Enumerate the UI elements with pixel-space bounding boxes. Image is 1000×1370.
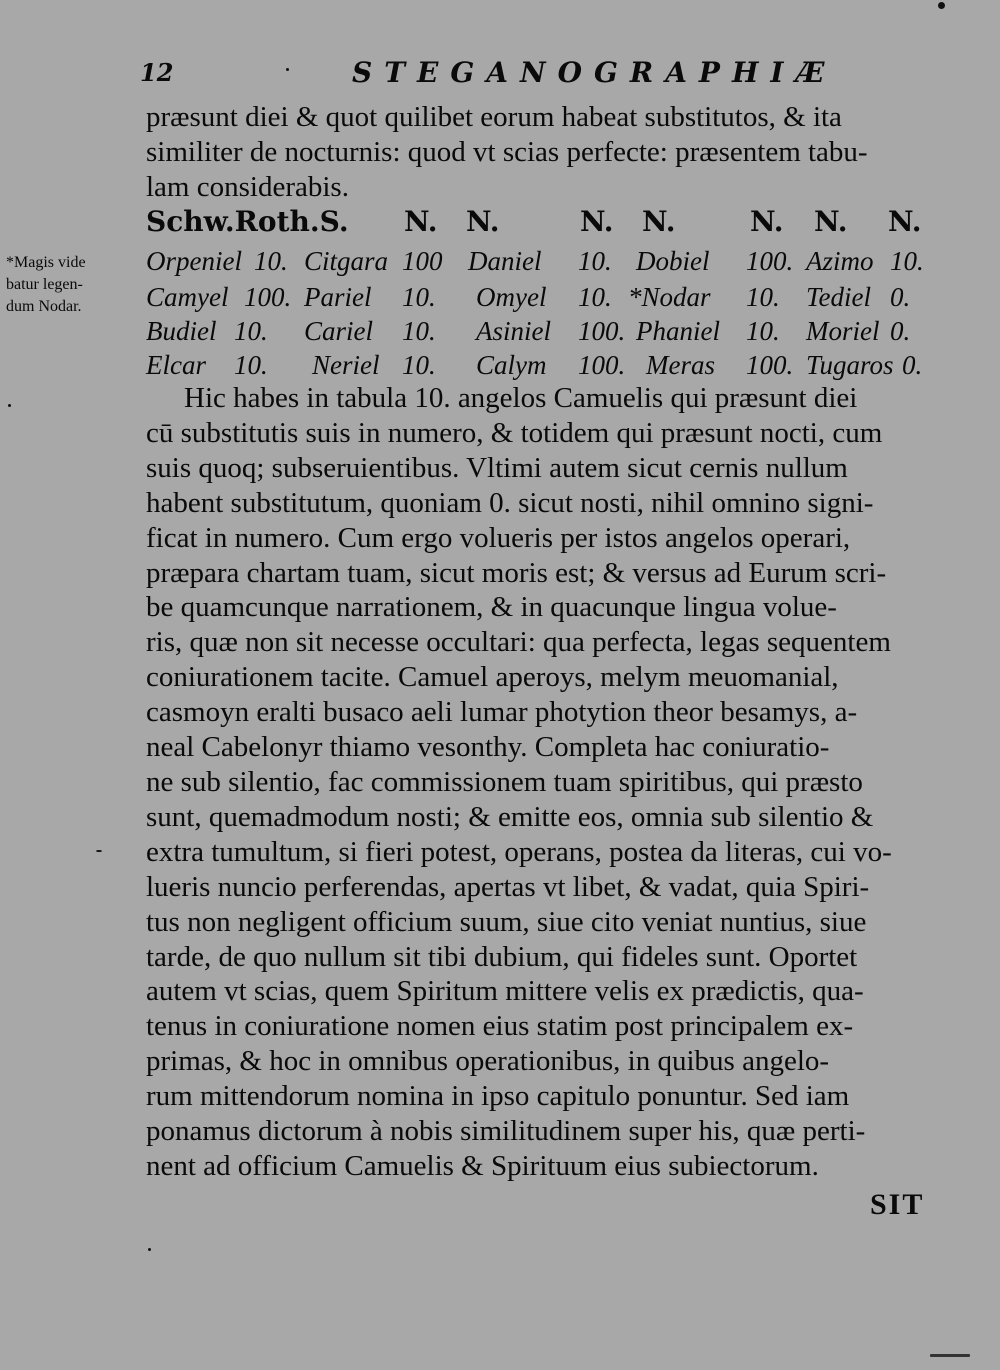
angel-name: Omyel: [476, 282, 547, 312]
angel-name: Pariel: [304, 282, 372, 312]
table-row: [146, 282, 936, 316]
text-line: præpara chartam tuam, sicut moris est; & versus ad Eurum scri-: [146, 556, 887, 589]
text-line: tarde, de quo nullum sit tibi dubium, qui fideles sunt. Oportet: [146, 940, 858, 973]
text-line: primas, & hoc in omnibus operationibus, in quibus angelo-: [146, 1045, 830, 1078]
angel-name: Phaniel: [636, 316, 720, 346]
text-line: ficat in numero. Cum ergo volueris per istos angelos operari,: [146, 521, 851, 554]
angel-count: 10.: [402, 316, 436, 346]
angel-name: Daniel: [468, 246, 542, 276]
table-row: [146, 246, 936, 280]
angel-count: 10.: [254, 246, 288, 276]
ink-speck: [938, 2, 945, 9]
ink-speck: [8, 404, 11, 407]
table-header-cell: N.: [466, 205, 500, 238]
ink-speck: [286, 68, 289, 71]
margin-note-line: dum Nodar.: [6, 298, 82, 315]
text-line: ris, quæ non sit necesse occultari: qua perfecta, legas sequentem: [146, 626, 891, 659]
table-header-row: [146, 205, 936, 241]
angel-count: 10.: [578, 282, 612, 312]
angel-name: Tugaros: [806, 350, 894, 380]
text-line: neal Cabelonyr thiamo vesonthy. Completa hac coniuratio-: [146, 731, 830, 764]
angel-name: Tediel: [806, 282, 872, 312]
angel-name: Citgara: [304, 246, 389, 276]
text-line: coniurationem tacite. Camuel aperoys, melym meuomanial,: [146, 661, 839, 694]
angel-count: 100.: [244, 282, 292, 312]
table-header-cell: N.: [404, 205, 438, 238]
text-line: similiter de nocturnis: quod vt scias perfecte: præsentem tabu-: [146, 136, 868, 168]
angel-name: Meras: [646, 350, 715, 380]
ink-speck: [148, 1248, 151, 1251]
text-line: tenus in coniuratione nomen eius statim post principalem ex-: [146, 1010, 854, 1043]
page-number: 12: [140, 58, 174, 87]
table-row: [146, 350, 936, 384]
text-line: ne sub silentio, fac commissionem tuam spiritibus, qui præsto: [146, 765, 863, 798]
table-header-cell: N.: [814, 205, 848, 238]
margin-note-line: *Magis vide: [6, 254, 86, 271]
table-header-cell: N.: [642, 205, 676, 238]
angel-name: Camyel: [146, 282, 229, 312]
angel-name: *Nodar: [628, 282, 711, 312]
angel-name: Cariel: [304, 316, 374, 346]
angel-count: 10.: [234, 350, 268, 380]
table-header-cell: Schw.Roth.S.: [146, 205, 349, 238]
angel-name: Moriel: [806, 316, 880, 346]
text-line: nent ad officium Camuelis & Spirituum eius subiectorum.: [146, 1149, 819, 1182]
table-header-cell: N.: [750, 205, 784, 238]
text-line: autem vt scias, quem Spiritum mittere velis ex prædictis, qua-: [146, 975, 864, 1008]
catchword: SIT: [870, 1188, 925, 1221]
angel-name: Asiniel: [476, 316, 551, 346]
margin-note-line: batur legen-: [6, 276, 83, 293]
running-head: STEGANOGRAPHIÆ: [352, 56, 837, 89]
angel-count: 10.: [234, 316, 268, 346]
angel-count: 0.: [890, 282, 911, 312]
angel-name: Azimo: [806, 246, 874, 276]
angel-count: 100.: [746, 350, 794, 380]
text-line: præsunt diei & quot quilibet eorum habeat substitutos, & ita: [146, 101, 842, 133]
text-line: extra tumultum, si fieri potest, operans, postea da literas, cui vo-: [146, 835, 892, 868]
text-line: cū substitutis suis in numero, & totidem qui præsunt nocti, cum: [146, 416, 883, 449]
text-line: casmoyn eralti busaco aeli lumar photytion theor besamys, a-: [146, 696, 858, 729]
text-line: lam considerabis.: [146, 171, 349, 203]
angel-count: 10.: [746, 282, 780, 312]
angel-count: 0.: [890, 316, 911, 346]
angel-name: Calym: [476, 350, 547, 380]
angel-count: 10.: [402, 282, 436, 312]
margin-note: [6, 252, 146, 318]
table-header-cell: N.: [888, 205, 922, 238]
table-row: [146, 316, 936, 350]
angel-count: 0.: [902, 350, 923, 380]
text-line: lueris nuncio perferendas, apertas vt libet, & vadat, quia Spiri-: [146, 870, 870, 903]
table-header-cell: N.: [580, 205, 614, 238]
text-line: tus non negligent officium suum, siue cito veniat nuntius, siue: [146, 905, 867, 938]
angel-count: 100: [402, 246, 443, 276]
angel-name: Orpeniel: [146, 246, 242, 276]
text-line: rum mittendorum nomina in ipso capitulo ponuntur. Sed iam: [146, 1080, 850, 1113]
angel-name: Elcar: [146, 350, 206, 380]
angel-count: 10.: [890, 246, 924, 276]
text-line: suis quoq; subseruientibus. Vltimi autem sicut cernis nullum: [146, 451, 848, 484]
angel-name: Dobiel: [636, 246, 710, 276]
angel-name: Budiel: [146, 316, 217, 346]
main-paragraph: [146, 381, 936, 1184]
ink-speck: [96, 850, 102, 852]
intro-paragraph: [146, 100, 936, 205]
angel-count: 100.: [746, 246, 794, 276]
angel-count: 10.: [402, 350, 436, 380]
angel-count: 100.: [578, 316, 626, 346]
text-line: Hic habes in tabula 10. angelos Camuelis qui præsunt diei: [184, 382, 858, 414]
angel-count: 10.: [578, 246, 612, 276]
angel-count: 10.: [746, 316, 780, 346]
text-line: sunt, quemadmodum nosti; & emitte eos, omnia sub silentio &: [146, 800, 874, 833]
angel-name: Neriel: [312, 350, 380, 380]
ink-smudge: [930, 1354, 970, 1357]
text-line: ponamus dictorum à nobis similitudinem super his, quæ perti-: [146, 1115, 866, 1148]
angel-count: 100.: [578, 350, 626, 380]
text-line: habent substitutum, quoniam 0. sicut nosti, nihil omnino signi-: [146, 486, 874, 519]
text-line: be quamcunque narrationem, & in quacunque lingua volue-: [146, 591, 837, 624]
